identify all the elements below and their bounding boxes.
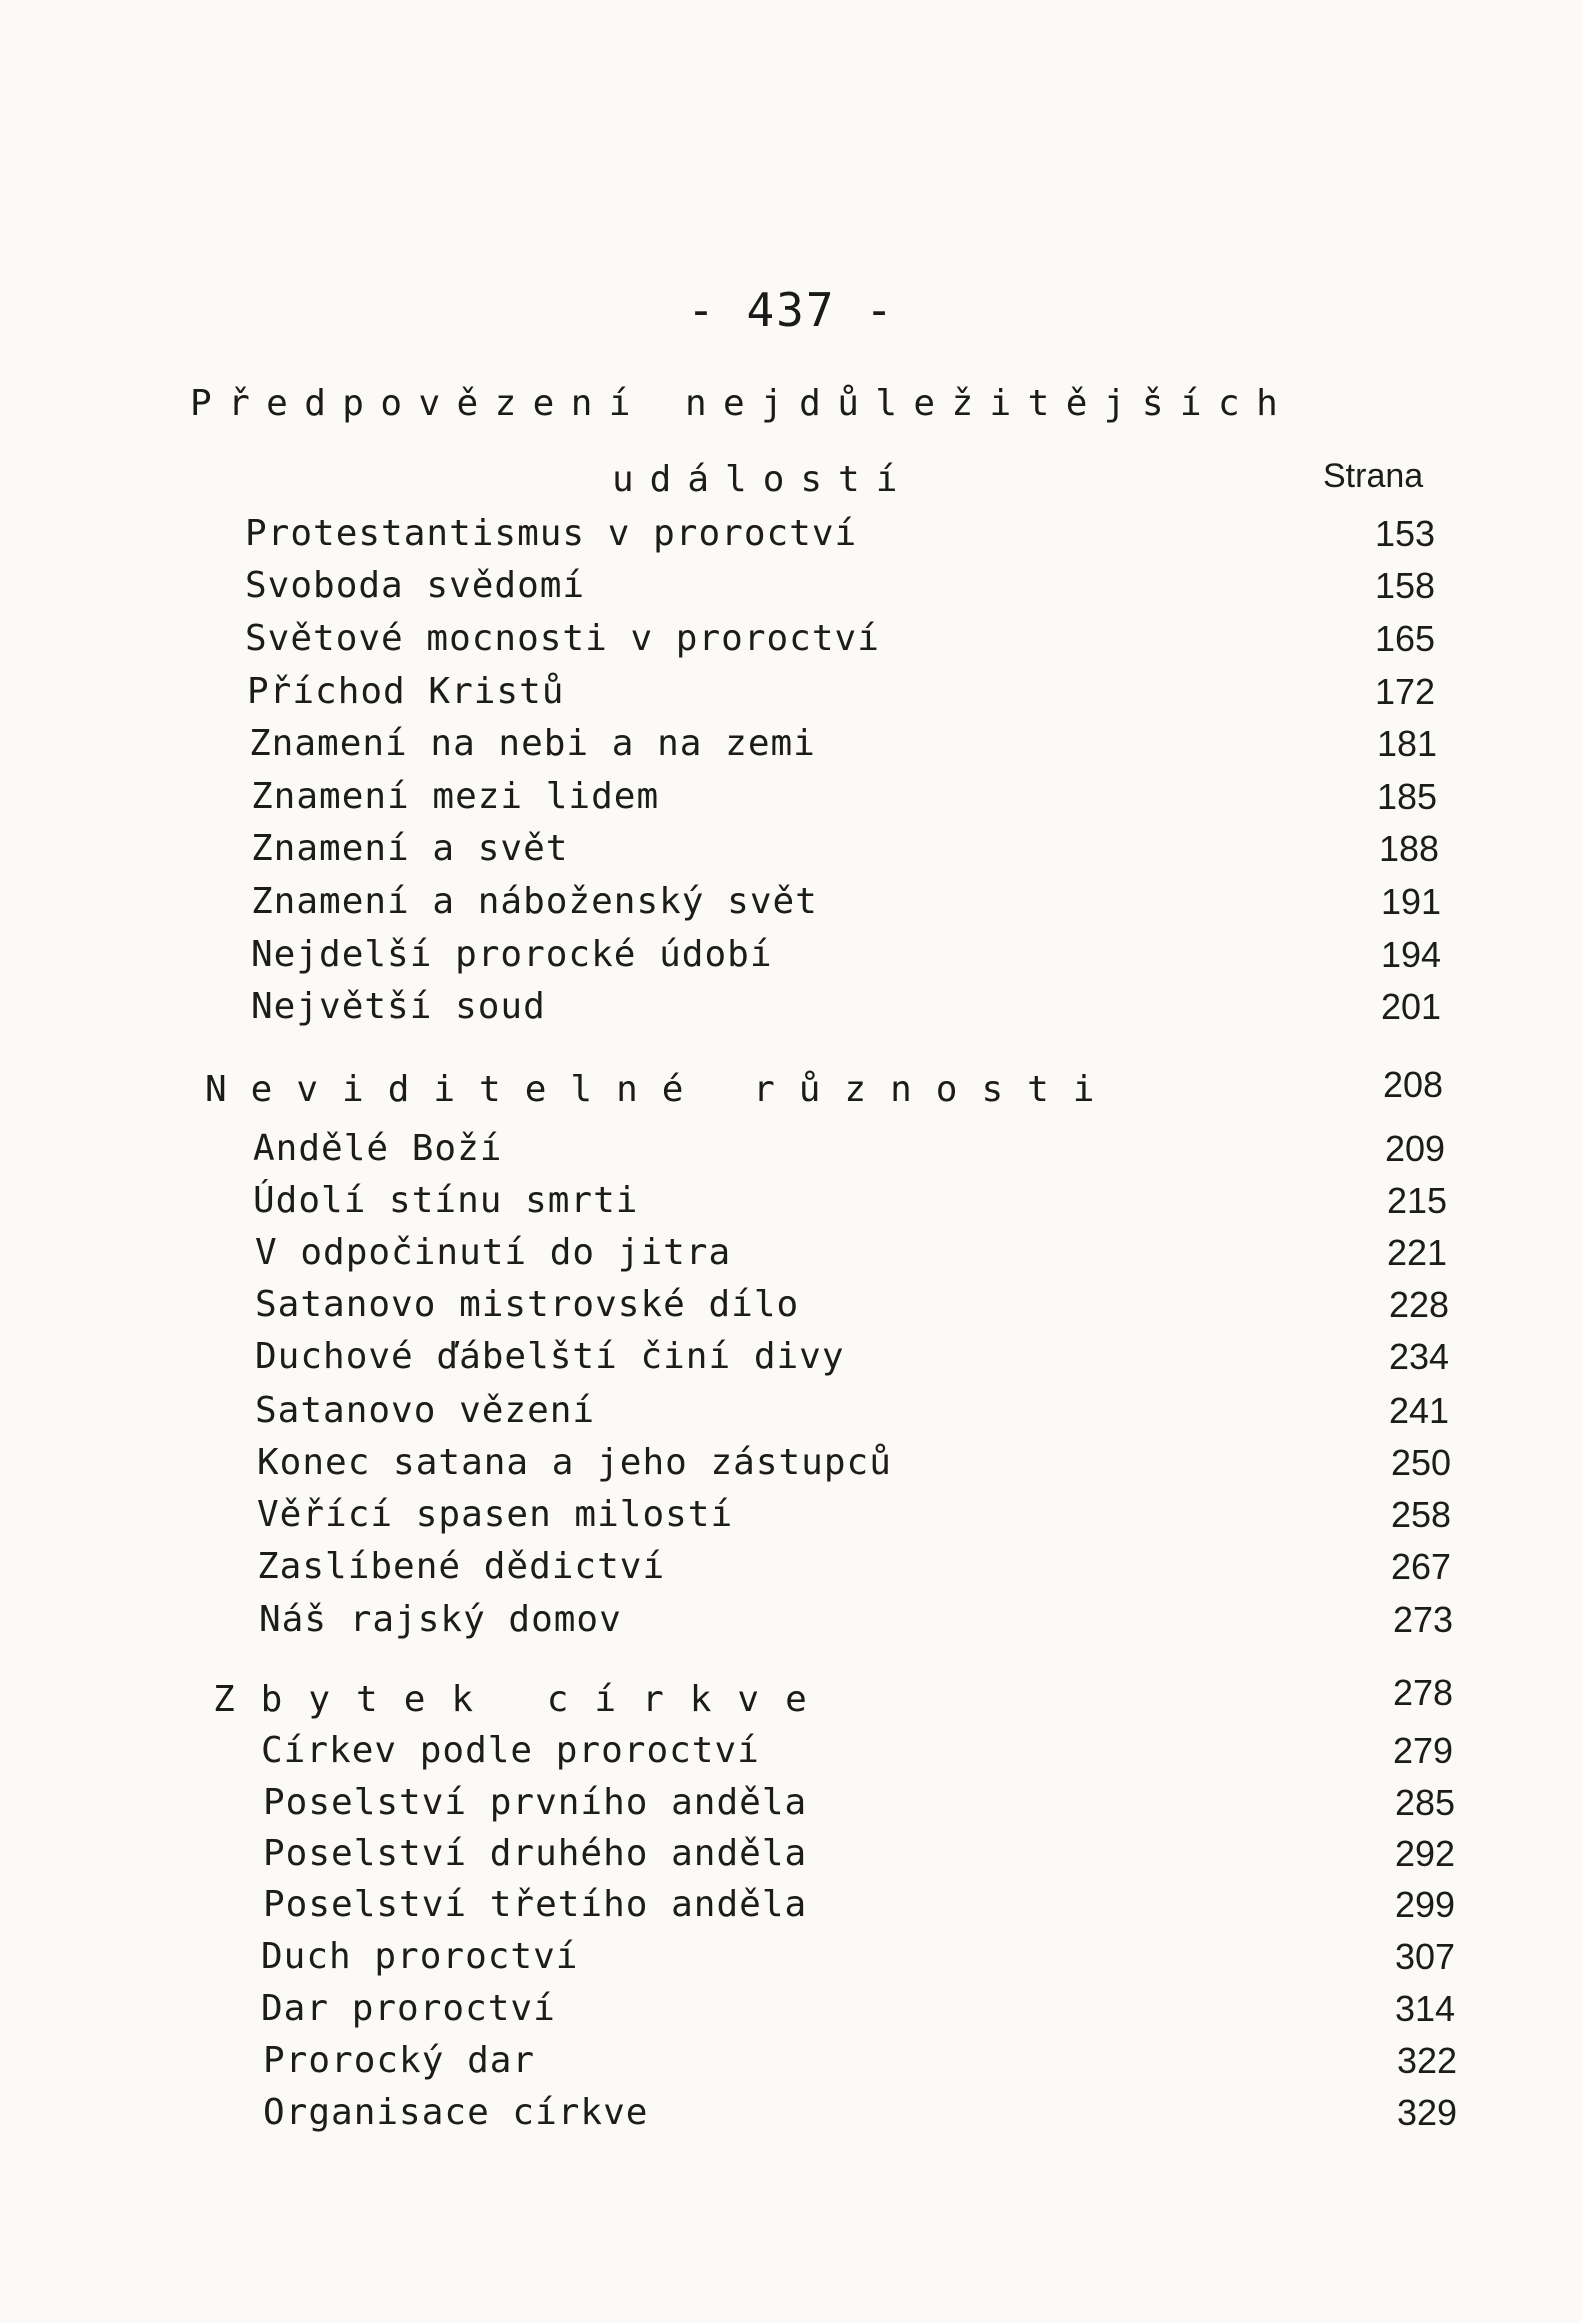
section-page-number: 278 [1393,1672,1454,1713]
entry-title: Nejdelší prorocké údobí [251,934,773,975]
toc-entry[interactable] [0,1494,1582,1546]
entry-page-number: 172 [1375,671,1436,712]
toc-entry[interactable] [0,2040,1582,2092]
entry-page-number: 292 [1395,1833,1456,1874]
toc-entry[interactable] [0,1390,1582,1442]
toc-entry[interactable] [0,881,1582,933]
toc-entry[interactable] [0,723,1582,775]
entry-page-number: 188 [1379,828,1440,869]
entry-title: Duchové ďábelští činí divy [255,1336,845,1377]
entry-title: Andělé Boží [253,1128,503,1169]
page-number: - 437 - [687,283,895,337]
entry-page-number: 209 [1385,1128,1446,1169]
entry-title: Zaslíbené dědictví [257,1546,666,1587]
entry-page-number: 191 [1381,881,1442,922]
entry-page-number: 258 [1391,1494,1452,1535]
entry-title: Znamení na nebi a na zemi [249,723,816,764]
toc-entry[interactable] [0,2092,1582,2144]
toc-entry[interactable] [0,1988,1582,2040]
toc-entry[interactable] [0,1833,1582,1885]
toc-entry[interactable] [0,1782,1582,1834]
entry-title: Znamení a náboženský svět [251,881,818,922]
entry-page-number: 194 [1381,934,1442,975]
entry-title: Náš rajský domov [259,1599,622,1640]
entry-page-number: 234 [1389,1336,1450,1377]
toc-entry[interactable] [0,1128,1582,1180]
entry-title: Organisace církve [263,2092,649,2133]
toc-entry[interactable] [0,828,1582,880]
entry-page-number: 307 [1395,1936,1456,1977]
entry-page-number: 299 [1395,1884,1456,1925]
toc-entry[interactable] [0,1546,1582,1598]
entry-page-number: 329 [1397,2092,1458,2133]
entry-page-number: 153 [1375,513,1436,554]
section-title: Zbytek církve [213,1679,833,1720]
entry-title: Příchod Kristů [247,671,565,712]
entry-title: Prorocký dar [263,2040,536,2081]
entry-title: Duch proroctví [261,1936,579,1977]
toc-entry[interactable] [0,565,1582,617]
toc-entry[interactable] [0,513,1582,565]
toc-entry[interactable] [0,618,1582,670]
entry-title: Poselství třetího anděla [263,1884,808,1925]
entry-title: Údolí stínu smrti [253,1180,639,1221]
entry-title: Protestantismus v proroctví [245,513,858,554]
section-page-number: 208 [1383,1064,1444,1105]
section-title: Předpovězení nejdůležitějších [190,383,1295,424]
entry-title: Satanovo vězení [255,1390,596,1431]
entry-page-number: 314 [1395,1988,1456,2029]
toc-entry[interactable] [0,1936,1582,1988]
entry-page-number: 215 [1387,1180,1448,1221]
entry-page-number: 322 [1397,2040,1458,2081]
entry-title: Věřící spasen milostí [257,1494,734,1535]
entry-title: Znamení a svět [251,828,569,869]
entry-page-number: 185 [1377,776,1438,817]
entry-title: Znamení mezi lidem [251,776,660,817]
toc-entry[interactable] [0,986,1582,1038]
entry-title: Poselství druhého anděla [263,1833,808,1874]
entry-page-number: 273 [1393,1599,1454,1640]
toc-entry[interactable] [0,1442,1582,1494]
toc-entry[interactable] [0,1599,1582,1651]
entry-page-number: 165 [1375,618,1436,659]
entry-page-number: 181 [1377,723,1438,764]
section-title: Neviditelné různosti [205,1069,1119,1110]
toc-entry[interactable] [0,934,1582,986]
entry-title: Světové mocnosti v proroctví [245,618,880,659]
column-header-page: Strana [1323,457,1424,495]
entry-title: Poselství prvního anděla [263,1782,808,1823]
entry-page-number: 279 [1393,1730,1454,1771]
toc-entry[interactable] [0,1730,1582,1782]
entry-title: Církev podle proroctví [261,1730,760,1771]
toc-entry[interactable] [0,1180,1582,1232]
entry-page-number: 250 [1391,1442,1452,1483]
entry-title: Svoboda svědomí [245,565,586,606]
entry-title: Dar proroctví [261,1988,556,2029]
toc-entry[interactable] [0,1336,1582,1388]
entry-title: Satanovo mistrovské dílo [255,1284,800,1325]
entry-page-number: 201 [1381,986,1442,1027]
toc-entry[interactable] [0,776,1582,828]
entry-title: Konec satana a jeho zástupců [257,1442,892,1483]
toc-entry[interactable] [0,1232,1582,1284]
entry-page-number: 267 [1391,1546,1452,1587]
toc-entry[interactable] [0,671,1582,723]
section-subtitle: událostí [612,459,914,500]
toc-entry[interactable] [0,1284,1582,1336]
toc-entry[interactable] [0,1884,1582,1936]
entry-page-number: 285 [1395,1782,1456,1823]
entry-page-number: 241 [1389,1390,1450,1431]
entry-title: Největší soud [251,986,546,1027]
entry-page-number: 221 [1387,1232,1448,1273]
entry-page-number: 228 [1389,1284,1450,1325]
entry-page-number: 158 [1375,565,1436,606]
entry-title: V odpočinutí do jitra [255,1232,732,1273]
